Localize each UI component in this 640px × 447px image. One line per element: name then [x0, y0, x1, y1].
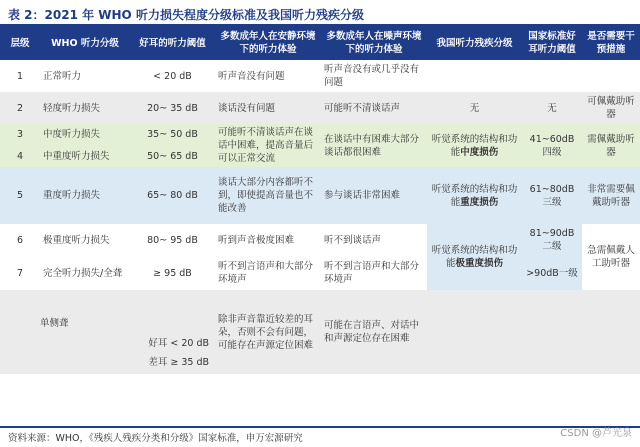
- cell-threshold: 50~ 65 dB: [147, 150, 198, 162]
- table-row: [0, 167, 640, 224]
- cell-intervention: 需佩戴助听器: [587, 133, 635, 158]
- cell-threshold: 35~ 50 dB: [147, 129, 198, 141]
- table-row: [0, 290, 640, 374]
- cell-level: 2: [16, 102, 24, 114]
- bottom-rule: [0, 426, 640, 428]
- cell-threshold: ≥ 95 dB: [153, 267, 192, 279]
- cell-noise: 听声音没有或几乎没有问题: [324, 64, 420, 88]
- cell-noise: 可能在言语声、对话中和声源定位存在困难: [324, 320, 420, 344]
- cell-grade: 单侧聋: [40, 318, 69, 329]
- cell-disability: 无: [469, 102, 480, 114]
- cell-level: 1: [16, 70, 24, 82]
- cell-grade: 极重度听力损失: [43, 234, 110, 246]
- cell-quiet: 可能听不清谈话声在谈话中困难，提高音量后可以正常交流: [218, 127, 314, 164]
- header-std-threshold: 国家标准好耳听力阈值: [522, 26, 582, 60]
- disability-bold: 重度损伤: [460, 196, 499, 208]
- header-row: [0, 26, 640, 60]
- disability-text: 听觉系统的结构和功能: [431, 133, 518, 158]
- cell-level: 7: [16, 267, 24, 279]
- cell-level: 3: [16, 129, 24, 141]
- header-intervention: 是否需要干预措施: [582, 26, 640, 60]
- unilateral-block: [0, 295, 215, 369]
- cell-std: 61~80dB三级: [529, 183, 575, 208]
- cell-noise: 在谈话中有困难大部分谈话都很困难: [324, 133, 420, 158]
- disability-bold: 中度损伤: [460, 146, 499, 158]
- header-level: 层级: [0, 26, 40, 60]
- cell-noise: 参与谈话非常困难: [324, 190, 401, 201]
- hearing-loss-table: [0, 26, 640, 374]
- bad-ear-threshold: 差耳 ≥ 35 dB: [148, 357, 209, 368]
- table-row: [0, 60, 640, 92]
- disability-text: 听觉系统的结构和功能: [431, 245, 518, 269]
- cell-std: 81~90dB二级: [522, 224, 582, 256]
- cell-quiet: 听到声音极度困难: [218, 234, 295, 246]
- cell-noise: 听不到谈话声: [324, 234, 382, 246]
- cell-intervention: [582, 60, 640, 92]
- cell-intervention: 可佩戴助听器: [587, 96, 635, 120]
- header-threshold: 好耳的听力阈值: [130, 26, 215, 60]
- cell-quiet: 谈话没有问题: [218, 102, 276, 114]
- cell-std: 41~60dB四级: [529, 133, 575, 158]
- cell-intervention: [582, 290, 640, 374]
- table-title: 表 2：2021 年 WHO 听力损失程度分级标准及我国听力残疾分级: [8, 8, 364, 22]
- cell-noise: 可能听不清谈话声: [324, 102, 401, 114]
- good-ear-threshold: 好耳 < 20 dB: [148, 337, 209, 349]
- table-row: [0, 124, 640, 146]
- cell-grade: 正常听力: [43, 70, 82, 82]
- cell-grade: 完全听力损失/全聋: [43, 267, 123, 279]
- cell-grade: 重度听力损失: [43, 190, 101, 201]
- cell-grade: 中重度听力损失: [43, 150, 110, 162]
- cell-level: 5: [16, 190, 24, 201]
- header-who-grade: WHO 听力分级: [40, 26, 130, 60]
- cell-noise: 听不到言语声和大部分环境声: [324, 261, 420, 285]
- cell-disability: [427, 167, 522, 224]
- cell-level: 4: [16, 150, 24, 162]
- cell-quiet: 听不到言语声和大部分环境声: [218, 261, 314, 285]
- table-row: [0, 92, 640, 124]
- cell-intervention: 非常需要佩戴助听器: [587, 183, 635, 208]
- cell-quiet: 听声音没有问题: [218, 70, 285, 82]
- cell-std: 无: [547, 102, 557, 114]
- cell-std: >90dB一级: [522, 256, 582, 290]
- cell-disability: [427, 60, 522, 92]
- cell-threshold: 65~ 80 dB: [147, 190, 198, 201]
- source-note: 资料来源：WHO，《残疾人残疾分类和分级》国家标准，申万宏源研究: [8, 433, 303, 444]
- cell-level: 6: [16, 234, 24, 246]
- table-row: [0, 224, 640, 256]
- cell-threshold: 20~ 35 dB: [147, 102, 198, 114]
- cell-quiet: 除非声音靠近较差的耳朵，否则不会有问题，可能存在声源定位困难: [218, 313, 314, 351]
- cell-grade: 中度听力损失: [43, 129, 101, 141]
- cell-disability: [427, 124, 522, 167]
- header-quiet: 多数成年人在安静环境下的听力体验: [215, 26, 321, 60]
- cell-quiet: 谈话大部分内容都听不到，即使提高音量也不能改善: [218, 177, 314, 214]
- watermark: CSDN @芦光泉: [560, 428, 632, 439]
- cell-grade: 轻度听力损失: [43, 102, 101, 114]
- header-noise: 多数成年人在噪声环境下的听力体验: [321, 26, 427, 60]
- header-disability: 我国听力残疾分级: [427, 26, 522, 60]
- table-row: [0, 256, 640, 290]
- cell-threshold: < 20 dB: [153, 70, 192, 82]
- cell-unilateral: [0, 290, 215, 374]
- cell-intervention: 急需佩戴人工助听器: [587, 245, 635, 269]
- cell-disability: [427, 290, 522, 374]
- cell-disability: [427, 224, 522, 290]
- cell-std: [522, 290, 582, 374]
- disability-text: 听觉系统的结构和功能: [431, 183, 518, 208]
- cell-std: [522, 60, 582, 92]
- cell-threshold: 80~ 95 dB: [147, 234, 198, 246]
- disability-bold: 极重度损伤: [455, 258, 504, 269]
